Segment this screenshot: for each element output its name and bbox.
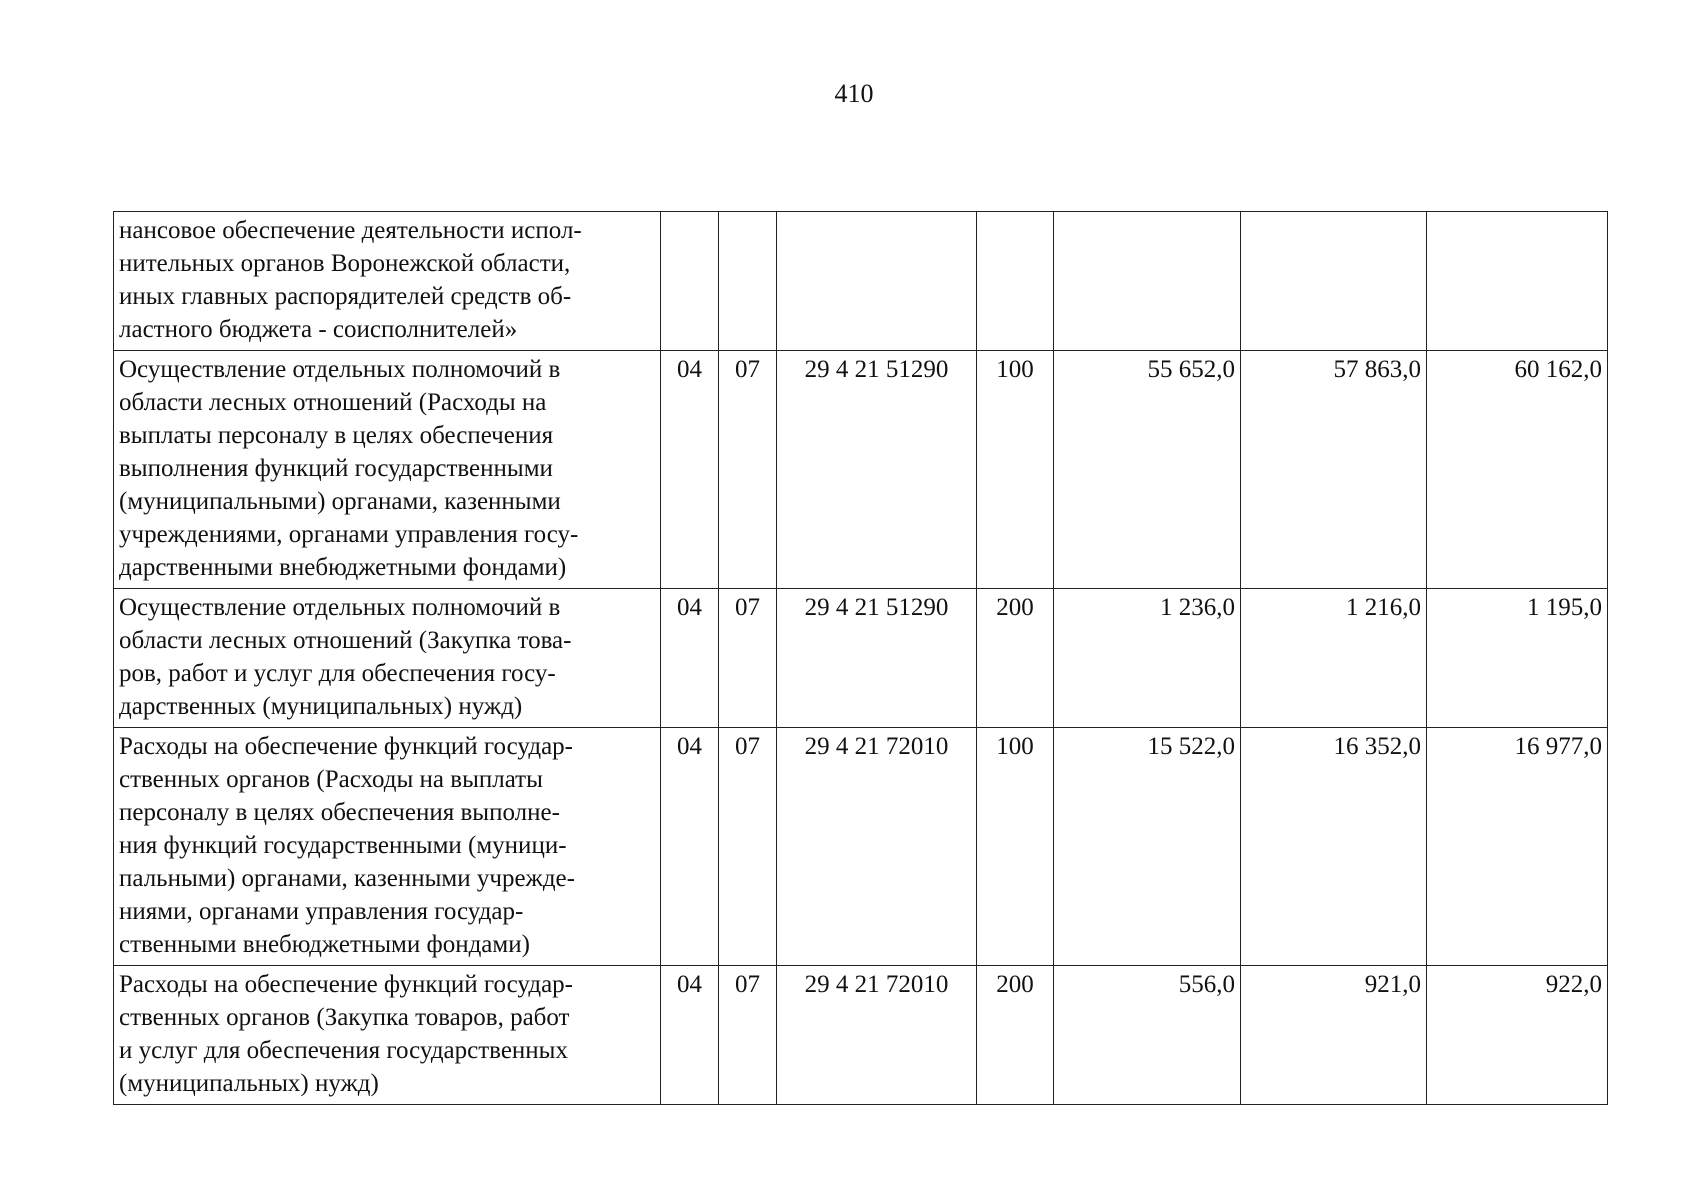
subsection-code: 07: [719, 589, 777, 728]
row-description: нансовое обеспечение деятельности испол- нительных органов Воронежской области, иных главных распорядителей средств об- ластного бюджета - соисполнителей»: [114, 212, 661, 351]
target-article-code: 29 4 21 72010: [777, 966, 977, 1105]
expense-type-code: 200: [977, 966, 1054, 1105]
amount-year-3: 60 162,0: [1427, 351, 1608, 589]
amount-year-2: 1 216,0: [1241, 589, 1427, 728]
section-code: 04: [661, 589, 719, 728]
budget-table: [113, 211, 1608, 1105]
amount-year-3: 1 195,0: [1427, 589, 1608, 728]
amount-year-1: 1 236,0: [1054, 589, 1241, 728]
amount-year-1: 15 522,0: [1054, 728, 1241, 966]
section-code: 04: [661, 966, 719, 1105]
subsection-code: 07: [719, 728, 777, 966]
section-code: [661, 212, 719, 351]
target-article-code: [777, 212, 977, 351]
target-article-code: 29 4 21 72010: [777, 728, 977, 966]
table-row: [114, 966, 1608, 1105]
expense-type-code: 200: [977, 589, 1054, 728]
section-code: 04: [661, 728, 719, 966]
amount-year-1: 556,0: [1054, 966, 1241, 1105]
table-row: [114, 589, 1608, 728]
page-number: 410: [834, 79, 874, 108]
target-article-code: 29 4 21 51290: [777, 351, 977, 589]
row-description: Расходы на обеспечение функций государ- ственных органов (Закупка товаров, работ и услуг для обеспечения государственных (муниципальных) нужд): [114, 966, 661, 1105]
amount-year-3: [1427, 212, 1608, 351]
row-description: Осуществление отдельных полномочий в области лесных отношений (Закупка това- ров, работ и услуг для обеспечения госу- дарственных (муниципальных) нужд): [114, 589, 661, 728]
table-row: [114, 212, 1608, 351]
expense-type-code: [977, 212, 1054, 351]
amount-year-2: [1241, 212, 1427, 351]
amount-year-2: 16 352,0: [1241, 728, 1427, 966]
target-article-code: 29 4 21 51290: [777, 589, 977, 728]
row-description: Расходы на обеспечение функций государ- ственных органов (Расходы на выплаты персоналу в целях обеспечения выполне- ния функций государственными (муници- пальными) органами, казенными учрежде- ниями, органами управления государ- ственными внебюджетными фондами): [114, 728, 661, 966]
table-row: [114, 728, 1608, 966]
expense-type-code: 100: [977, 351, 1054, 589]
section-code: 04: [661, 351, 719, 589]
subsection-code: [719, 212, 777, 351]
expense-type-code: 100: [977, 728, 1054, 966]
amount-year-3: 16 977,0: [1427, 728, 1608, 966]
row-description: Осуществление отдельных полномочий в области лесных отношений (Расходы на выплаты персоналу в целях обеспечения выполнения функций государственными (муниципальными) органами, казенными учреждениями, органами управления госу- дарственными внебюджетными фондами): [114, 351, 661, 589]
amount-year-2: 57 863,0: [1241, 351, 1427, 589]
subsection-code: 07: [719, 351, 777, 589]
amount-year-1: [1054, 212, 1241, 351]
amount-year-3: 922,0: [1427, 966, 1608, 1105]
amount-year-2: 921,0: [1241, 966, 1427, 1105]
subsection-code: 07: [719, 966, 777, 1105]
table-row: [114, 351, 1608, 589]
amount-year-1: 55 652,0: [1054, 351, 1241, 589]
